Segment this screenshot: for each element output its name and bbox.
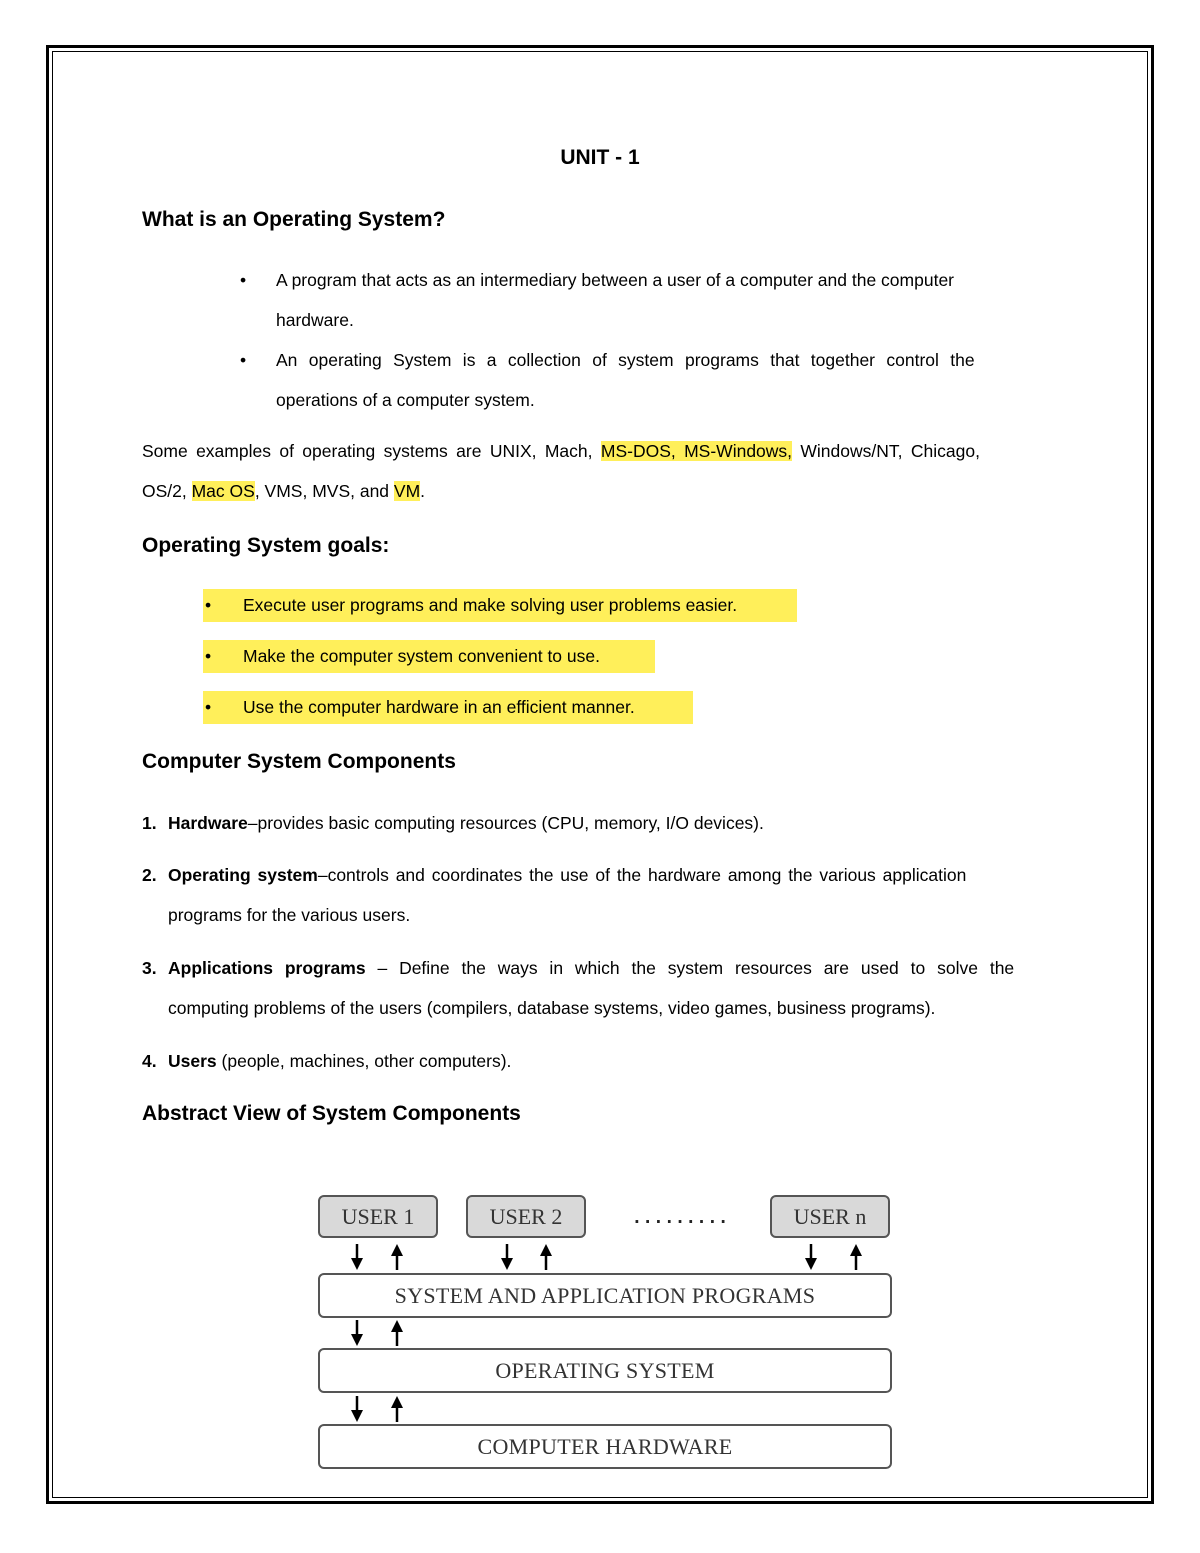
heading-abstract-view: Abstract View of System Components bbox=[142, 1102, 521, 1125]
goal-text-1: Execute user programs and make solving user problems easier. bbox=[243, 595, 738, 615]
system-components-diagram bbox=[315, 1190, 895, 1475]
component-3 bbox=[142, 948, 157, 988]
component-1 bbox=[142, 803, 157, 843]
examples-line1 bbox=[142, 431, 1059, 471]
bullet-1-line1: A program that acts as an intermediary between a user of a computer and the computer bbox=[276, 270, 955, 290]
examples-highlight-macos: Mac OS bbox=[191, 481, 255, 501]
component-2-text2: programs for the various users. bbox=[168, 905, 411, 925]
component-2-num: 2. bbox=[142, 865, 157, 885]
component-3-text2: computing problems of the users (compilers, database systems, video games, business programs). bbox=[168, 998, 936, 1018]
goal-text-3: Use the computer hardware in an efficient manner. bbox=[243, 697, 635, 717]
operating-system-box: OPERATING SYSTEM bbox=[318, 1348, 892, 1393]
component-4-body bbox=[168, 1041, 511, 1081]
heading-what-is-os: What is an Operating System? bbox=[142, 208, 446, 231]
up-arrow-icon bbox=[391, 1320, 403, 1346]
user-1-box: USER 1 bbox=[318, 1195, 438, 1238]
user-n-box: USER n bbox=[770, 1195, 890, 1238]
component-4-num: 4. bbox=[142, 1051, 157, 1071]
examples-text-5: . bbox=[420, 481, 426, 501]
bullet-2-line1 bbox=[276, 340, 1059, 380]
up-arrow-icon bbox=[540, 1244, 552, 1270]
down-arrow-icon bbox=[351, 1320, 363, 1346]
component-1-body bbox=[168, 803, 764, 843]
component-2 bbox=[142, 855, 157, 895]
component-3-term: Applications programs bbox=[168, 958, 366, 978]
down-arrow-icon bbox=[805, 1244, 817, 1270]
heading-os-goals: Operating System goals: bbox=[142, 534, 390, 557]
component-1-term: Hardware bbox=[168, 813, 248, 833]
bullet-2-line1-text: An operating System is a collection of system programs that together control the bbox=[276, 350, 975, 370]
examples-text-4: , VMS, MVS, and bbox=[254, 481, 394, 501]
component-2-term: Operating system bbox=[168, 865, 318, 885]
goal-item-1 bbox=[203, 589, 797, 622]
ellipsis: ......... bbox=[633, 1198, 731, 1229]
component-3-body bbox=[168, 948, 1059, 988]
system-application-programs-box: SYSTEM AND APPLICATION PROGRAMS bbox=[318, 1273, 892, 1318]
bullet-dot-2: • bbox=[240, 350, 247, 370]
goal-bullet: • bbox=[205, 697, 212, 717]
examples-highlight-msdos: MS-DOS, MS-Windows, bbox=[600, 441, 793, 461]
examples-text-1: Some examples of operating systems are UNIX, Mach, bbox=[142, 441, 601, 461]
component-2-text: controls and coordinates the use of the hardware among the various application bbox=[327, 865, 967, 885]
goal-bullet: • bbox=[205, 595, 212, 615]
goal-item-2 bbox=[203, 640, 655, 673]
examples-text-2: Windows/NT, Chicago, bbox=[792, 441, 980, 461]
computer-hardware-box: COMPUTER HARDWARE bbox=[318, 1424, 892, 1469]
component-1-num: 1. bbox=[142, 813, 157, 833]
component-4-term: Users bbox=[168, 1051, 217, 1071]
goal-item-3 bbox=[203, 691, 693, 724]
goal-bullet: • bbox=[205, 646, 212, 666]
bullet-dot-1: • bbox=[240, 270, 247, 290]
down-arrow-icon bbox=[501, 1244, 513, 1270]
component-3-text: Define the ways in which the system resources are used to solve the bbox=[399, 958, 1015, 978]
heading-components: Computer System Components bbox=[142, 750, 456, 773]
up-arrow-icon bbox=[391, 1396, 403, 1422]
component-2-sep: – bbox=[317, 865, 328, 885]
component-4 bbox=[142, 1041, 157, 1081]
component-4-text: (people, machines, other computers). bbox=[221, 1051, 512, 1071]
up-arrow-icon bbox=[850, 1244, 862, 1270]
goal-text-2: Make the computer system convenient to use. bbox=[243, 646, 600, 666]
up-arrow-icon bbox=[391, 1244, 403, 1270]
component-1-text: provides basic computing resources (CPU, memory, I/O devices). bbox=[257, 813, 764, 833]
down-arrow-icon bbox=[351, 1244, 363, 1270]
component-1-sep: – bbox=[247, 813, 258, 833]
bullet-1-line2: hardware. bbox=[276, 310, 354, 330]
examples-highlight-vm: VM bbox=[393, 481, 421, 501]
examples-text-3: OS/2, bbox=[142, 481, 192, 501]
user-2-box: USER 2 bbox=[466, 1195, 586, 1238]
down-arrow-icon bbox=[351, 1396, 363, 1422]
component-2-body bbox=[168, 855, 1059, 895]
examples-line2 bbox=[142, 471, 425, 511]
bullet-2-line2: operations of a computer system. bbox=[276, 390, 535, 410]
component-3-num: 3. bbox=[142, 958, 157, 978]
component-3-sep: – bbox=[365, 958, 400, 978]
unit-title: UNIT - 1 bbox=[560, 146, 640, 169]
